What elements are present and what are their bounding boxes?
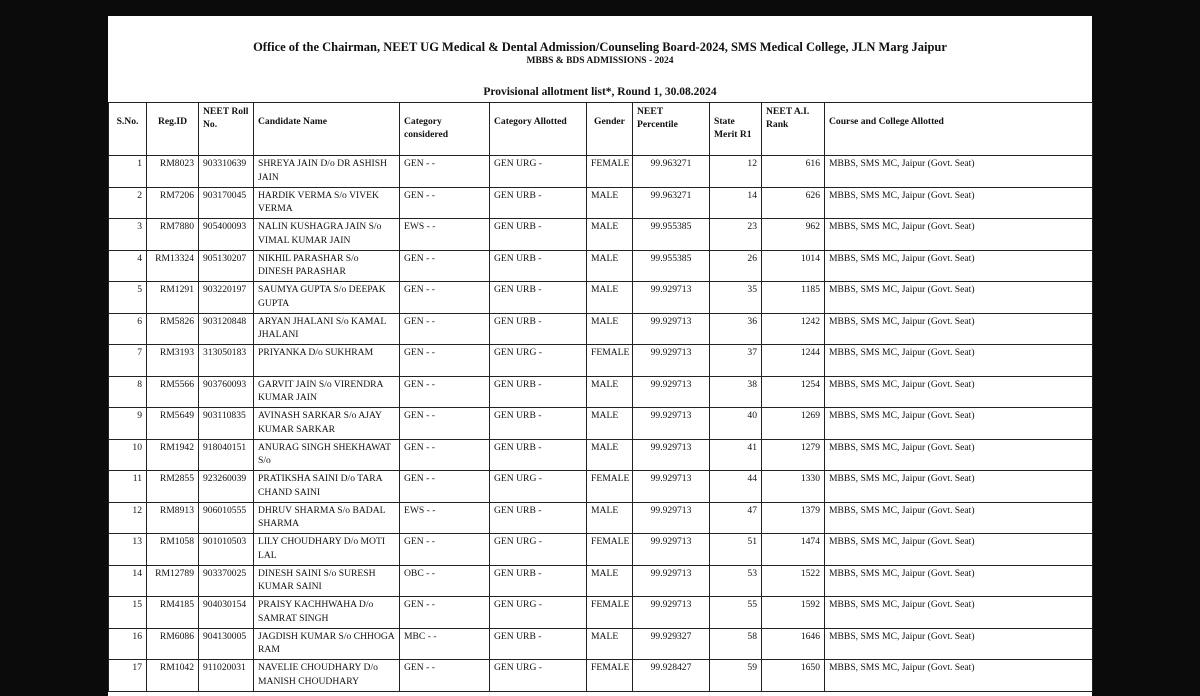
table-row [109, 471, 1093, 503]
cell-regid: RM3193 [147, 345, 199, 377]
cell-gender: FEMALE [587, 345, 633, 377]
cell-roll: 905130207 [199, 250, 254, 282]
cell-course: MBBS, SMS MC, Jaipur (Govt. Seat) [825, 565, 1093, 597]
cell-category-allotted: GEN URB - [490, 187, 587, 219]
table-row [109, 313, 1093, 345]
table-row [109, 660, 1093, 692]
cell-category-considered: GEN - - [400, 660, 490, 692]
cell-state-merit: 38 [710, 376, 762, 408]
cell-gender: MALE [587, 565, 633, 597]
cell-course: MBBS, SMS MC, Jaipur (Govt. Seat) [825, 408, 1093, 440]
cell-category-allotted: GEN URB - [490, 565, 587, 597]
cell-gender: MALE [587, 282, 633, 314]
cell-regid: RM1942 [147, 439, 199, 471]
cell-percentile: 99.929713 [633, 565, 710, 597]
cell-category-allotted: GEN URB - [490, 628, 587, 660]
cell-sno: 14 [109, 565, 147, 597]
cell-neet-rank: 1330 [762, 471, 825, 503]
cell-neet-rank: 1242 [762, 313, 825, 345]
cell-state-merit: 51 [710, 534, 762, 566]
cell-state-merit: 47 [710, 502, 762, 534]
cell-percentile: 99.929713 [633, 345, 710, 377]
cell-neet-rank: 1522 [762, 565, 825, 597]
cell-name: AVINASH SARKAR S/o AJAY KUMAR SARKAR [254, 408, 400, 440]
cell-name: NIKHIL PARASHAR S/o DINESH PARASHAR [254, 250, 400, 282]
cell-course: MBBS, SMS MC, Jaipur (Govt. Seat) [825, 250, 1093, 282]
cell-category-allotted: GEN URB - [490, 219, 587, 251]
cell-category-considered: EWS - - [400, 219, 490, 251]
cell-state-merit: 23 [710, 219, 762, 251]
cell-sno: 4 [109, 250, 147, 282]
table-row [109, 628, 1093, 660]
cell-course: MBBS, SMS MC, Jaipur (Govt. Seat) [825, 439, 1093, 471]
cell-category-allotted: GEN URB - [490, 313, 587, 345]
cell-regid: RM6086 [147, 628, 199, 660]
cell-category-considered: GEN - - [400, 187, 490, 219]
cell-category-allotted: GEN URG - [490, 156, 587, 188]
cell-category-considered: GEN - - [400, 156, 490, 188]
col-category-considered: Category considered [400, 103, 490, 156]
table-row [109, 439, 1093, 471]
cell-course: MBBS, SMS MC, Jaipur (Govt. Seat) [825, 345, 1093, 377]
cell-course: MBBS, SMS MC, Jaipur (Govt. Seat) [825, 502, 1093, 534]
cell-name: JAGDISH KUMAR S/o CHHOGA RAM [254, 628, 400, 660]
cell-sno: 17 [109, 660, 147, 692]
cell-roll: 918040151 [199, 439, 254, 471]
cell-state-merit: 12 [710, 156, 762, 188]
cell-neet-rank: 1379 [762, 502, 825, 534]
cell-category-allotted: GEN URB - [490, 439, 587, 471]
cell-gender: MALE [587, 219, 633, 251]
cell-neet-rank: 1254 [762, 376, 825, 408]
cell-regid: RM13324 [147, 250, 199, 282]
cell-percentile: 99.929713 [633, 439, 710, 471]
table-row [109, 187, 1093, 219]
cell-roll: 904130005 [199, 628, 254, 660]
cell-neet-rank: 626 [762, 187, 825, 219]
cell-gender: MALE [587, 502, 633, 534]
cell-gender: FEMALE [587, 660, 633, 692]
col-sno: S.No. [109, 103, 147, 156]
cell-roll: 923260039 [199, 471, 254, 503]
cell-regid: RM7880 [147, 219, 199, 251]
cell-name: DINESH SAINI S/o SURESH KUMAR SAINI [254, 565, 400, 597]
cell-category-considered: GEN - - [400, 250, 490, 282]
cell-roll: 903110835 [199, 408, 254, 440]
cell-sno: 15 [109, 597, 147, 629]
cell-name: LILY CHOUDHARY D/o MOTI LAL [254, 534, 400, 566]
table-row [109, 345, 1093, 377]
cell-course: MBBS, SMS MC, Jaipur (Govt. Seat) [825, 282, 1093, 314]
table-row [109, 408, 1093, 440]
cell-course: MBBS, SMS MC, Jaipur (Govt. Seat) [825, 660, 1093, 692]
table-row [109, 565, 1093, 597]
table-row [109, 219, 1093, 251]
cell-gender: FEMALE [587, 156, 633, 188]
cell-sno: 7 [109, 345, 147, 377]
cell-regid: RM8023 [147, 156, 199, 188]
cell-gender: MALE [587, 313, 633, 345]
col-percentile: NEET Percentile [633, 103, 710, 156]
cell-percentile: 99.929713 [633, 282, 710, 314]
cell-category-allotted: GEN URB - [490, 282, 587, 314]
cell-roll: 903370025 [199, 565, 254, 597]
cell-state-merit: 41 [710, 439, 762, 471]
cell-name: NAVELIE CHOUDHARY D/o MANISH CHOUDHARY [254, 660, 400, 692]
cell-category-considered: GEN - - [400, 597, 490, 629]
cell-course: MBBS, SMS MC, Jaipur (Govt. Seat) [825, 597, 1093, 629]
col-neet-rank: NEET A.I. Rank [762, 103, 825, 156]
cell-state-merit: 37 [710, 345, 762, 377]
cell-category-considered: GEN - - [400, 376, 490, 408]
cell-roll: 905400093 [199, 219, 254, 251]
cell-gender: MALE [587, 250, 633, 282]
cell-category-allotted: GEN URB - [490, 408, 587, 440]
cell-gender: FEMALE [587, 471, 633, 503]
cell-category-allotted: GEN URG - [490, 660, 587, 692]
cell-sno: 8 [109, 376, 147, 408]
cell-gender: FEMALE [587, 534, 633, 566]
cell-course: MBBS, SMS MC, Jaipur (Govt. Seat) [825, 376, 1093, 408]
cell-roll: 903120848 [199, 313, 254, 345]
cell-gender: MALE [587, 628, 633, 660]
cell-regid: RM2855 [147, 471, 199, 503]
cell-roll: 903760093 [199, 376, 254, 408]
cell-sno: 5 [109, 282, 147, 314]
cell-neet-rank: 1646 [762, 628, 825, 660]
cell-regid: RM1291 [147, 282, 199, 314]
cell-regid: RM1042 [147, 660, 199, 692]
table-row [109, 534, 1093, 566]
cell-regid: RM12789 [147, 565, 199, 597]
cell-percentile: 99.929713 [633, 408, 710, 440]
cell-name: PRATIKSHA SAINI D/o TARA CHAND SAINI [254, 471, 400, 503]
cell-neet-rank: 1244 [762, 345, 825, 377]
cell-category-allotted: GEN URG - [490, 345, 587, 377]
allotment-table [108, 102, 1093, 692]
cell-sno: 1 [109, 156, 147, 188]
cell-course: MBBS, SMS MC, Jaipur (Govt. Seat) [825, 534, 1093, 566]
cell-category-allotted: GEN URB - [490, 376, 587, 408]
cell-roll: 903170045 [199, 187, 254, 219]
cell-roll: 313050183 [199, 345, 254, 377]
table-row [109, 156, 1093, 188]
cell-percentile: 99.929713 [633, 376, 710, 408]
cell-gender: MALE [587, 187, 633, 219]
cell-category-allotted: GEN URB - [490, 502, 587, 534]
table-body [109, 156, 1093, 692]
col-category-allotted: Category Allotted [490, 103, 587, 156]
cell-category-considered: GEN - - [400, 345, 490, 377]
cell-roll: 904030154 [199, 597, 254, 629]
cell-name: PRIYANKA D/o SUKHRAM [254, 345, 400, 377]
cell-category-allotted: GEN URG - [490, 471, 587, 503]
cell-percentile: 99.929713 [633, 534, 710, 566]
col-roll: NEET Roll No. [199, 103, 254, 156]
cell-course: MBBS, SMS MC, Jaipur (Govt. Seat) [825, 628, 1093, 660]
cell-sno: 12 [109, 502, 147, 534]
cell-sno: 9 [109, 408, 147, 440]
cell-neet-rank: 1269 [762, 408, 825, 440]
col-course: Course and College Allotted [825, 103, 1093, 156]
cell-neet-rank: 1592 [762, 597, 825, 629]
document-subtitle: MBBS & BDS ADMISSIONS - 2024 [526, 56, 674, 66]
cell-name: ANURAG SINGH SHEKHAWAT S/o [254, 439, 400, 471]
cell-state-merit: 44 [710, 471, 762, 503]
table-row [109, 250, 1093, 282]
cell-roll: 901010503 [199, 534, 254, 566]
cell-sno: 2 [109, 187, 147, 219]
cell-roll: 911020031 [199, 660, 254, 692]
cell-course: MBBS, SMS MC, Jaipur (Govt. Seat) [825, 313, 1093, 345]
cell-gender: FEMALE [587, 597, 633, 629]
list-title: Provisional allotment list*, Round 1, 30.08.2024 [483, 86, 717, 98]
cell-name: NALIN KUSHAGRA JAIN S/o VIMAL KUMAR JAIN [254, 219, 400, 251]
col-gender: Gender [587, 103, 633, 156]
cell-category-considered: GEN - - [400, 282, 490, 314]
cell-name: SHREYA JAIN D/o DR ASHISH JAIN [254, 156, 400, 188]
cell-sno: 3 [109, 219, 147, 251]
cell-neet-rank: 616 [762, 156, 825, 188]
cell-neet-rank: 962 [762, 219, 825, 251]
cell-regid: RM5566 [147, 376, 199, 408]
cell-neet-rank: 1474 [762, 534, 825, 566]
col-name: Candidate Name [254, 103, 400, 156]
cell-roll: 903220197 [199, 282, 254, 314]
cell-gender: MALE [587, 439, 633, 471]
cell-name: PRAISY KACHHWAHA D/o SAMRAT SINGH [254, 597, 400, 629]
cell-course: MBBS, SMS MC, Jaipur (Govt. Seat) [825, 156, 1093, 188]
cell-category-allotted: GEN URB - [490, 250, 587, 282]
cell-category-considered: OBC - - [400, 565, 490, 597]
table-row [109, 282, 1093, 314]
table-header-row [109, 103, 1093, 156]
cell-state-merit: 14 [710, 187, 762, 219]
cell-name: HARDIK VERMA S/o VIVEK VERMA [254, 187, 400, 219]
cell-category-considered: MBC - - [400, 628, 490, 660]
cell-state-merit: 55 [710, 597, 762, 629]
table-row [109, 376, 1093, 408]
cell-roll: 903310639 [199, 156, 254, 188]
cell-sno: 6 [109, 313, 147, 345]
cell-category-considered: GEN - - [400, 408, 490, 440]
document-page [108, 16, 1092, 696]
cell-neet-rank: 1185 [762, 282, 825, 314]
cell-percentile: 99.963271 [633, 156, 710, 188]
cell-neet-rank: 1014 [762, 250, 825, 282]
col-regid: Reg.ID [147, 103, 199, 156]
cell-category-considered: GEN - - [400, 534, 490, 566]
cell-regid: RM5826 [147, 313, 199, 345]
cell-state-merit: 59 [710, 660, 762, 692]
cell-sno: 13 [109, 534, 147, 566]
cell-percentile: 99.955385 [633, 250, 710, 282]
cell-percentile: 99.963271 [633, 187, 710, 219]
cell-category-considered: GEN - - [400, 439, 490, 471]
cell-state-merit: 58 [710, 628, 762, 660]
cell-gender: MALE [587, 408, 633, 440]
cell-percentile: 99.928427 [633, 660, 710, 692]
cell-sno: 10 [109, 439, 147, 471]
col-state-merit: State Merit R1 [710, 103, 762, 156]
cell-state-merit: 36 [710, 313, 762, 345]
cell-category-considered: EWS - - [400, 502, 490, 534]
cell-name: GARVIT JAIN S/o VIRENDRA KUMAR JAIN [254, 376, 400, 408]
cell-name: DHRUV SHARMA S/o BADAL SHARMA [254, 502, 400, 534]
cell-state-merit: 26 [710, 250, 762, 282]
cell-percentile: 99.929713 [633, 597, 710, 629]
cell-category-allotted: GEN URG - [490, 534, 587, 566]
cell-course: MBBS, SMS MC, Jaipur (Govt. Seat) [825, 471, 1093, 503]
cell-course: MBBS, SMS MC, Jaipur (Govt. Seat) [825, 219, 1093, 251]
cell-name: SAUMYA GUPTA S/o DEEPAK GUPTA [254, 282, 400, 314]
cell-state-merit: 53 [710, 565, 762, 597]
cell-percentile: 99.929327 [633, 628, 710, 660]
cell-regid: RM5649 [147, 408, 199, 440]
cell-percentile: 99.929713 [633, 313, 710, 345]
cell-neet-rank: 1279 [762, 439, 825, 471]
cell-regid: RM1058 [147, 534, 199, 566]
cell-regid: RM7206 [147, 187, 199, 219]
cell-category-allotted: GEN URG - [490, 597, 587, 629]
cell-regid: RM4185 [147, 597, 199, 629]
cell-percentile: 99.929713 [633, 502, 710, 534]
cell-regid: RM8913 [147, 502, 199, 534]
table-row [109, 502, 1093, 534]
cell-gender: MALE [587, 376, 633, 408]
cell-sno: 16 [109, 628, 147, 660]
cell-state-merit: 40 [710, 408, 762, 440]
cell-course: MBBS, SMS MC, Jaipur (Govt. Seat) [825, 187, 1093, 219]
table-row [109, 597, 1093, 629]
cell-neet-rank: 1650 [762, 660, 825, 692]
cell-percentile: 99.929713 [633, 471, 710, 503]
cell-category-considered: GEN - - [400, 471, 490, 503]
cell-name: ARYAN JHALANI S/o KAMAL JHALANI [254, 313, 400, 345]
document-title: Office of the Chairman, NEET UG Medical & Dental Admission/Counseling Board-2024, SMS Medical College, JLN Marg Jaipur [253, 40, 947, 54]
cell-roll: 906010555 [199, 502, 254, 534]
cell-percentile: 99.955385 [633, 219, 710, 251]
cell-state-merit: 35 [710, 282, 762, 314]
cell-sno: 11 [109, 471, 147, 503]
cell-category-considered: GEN - - [400, 313, 490, 345]
